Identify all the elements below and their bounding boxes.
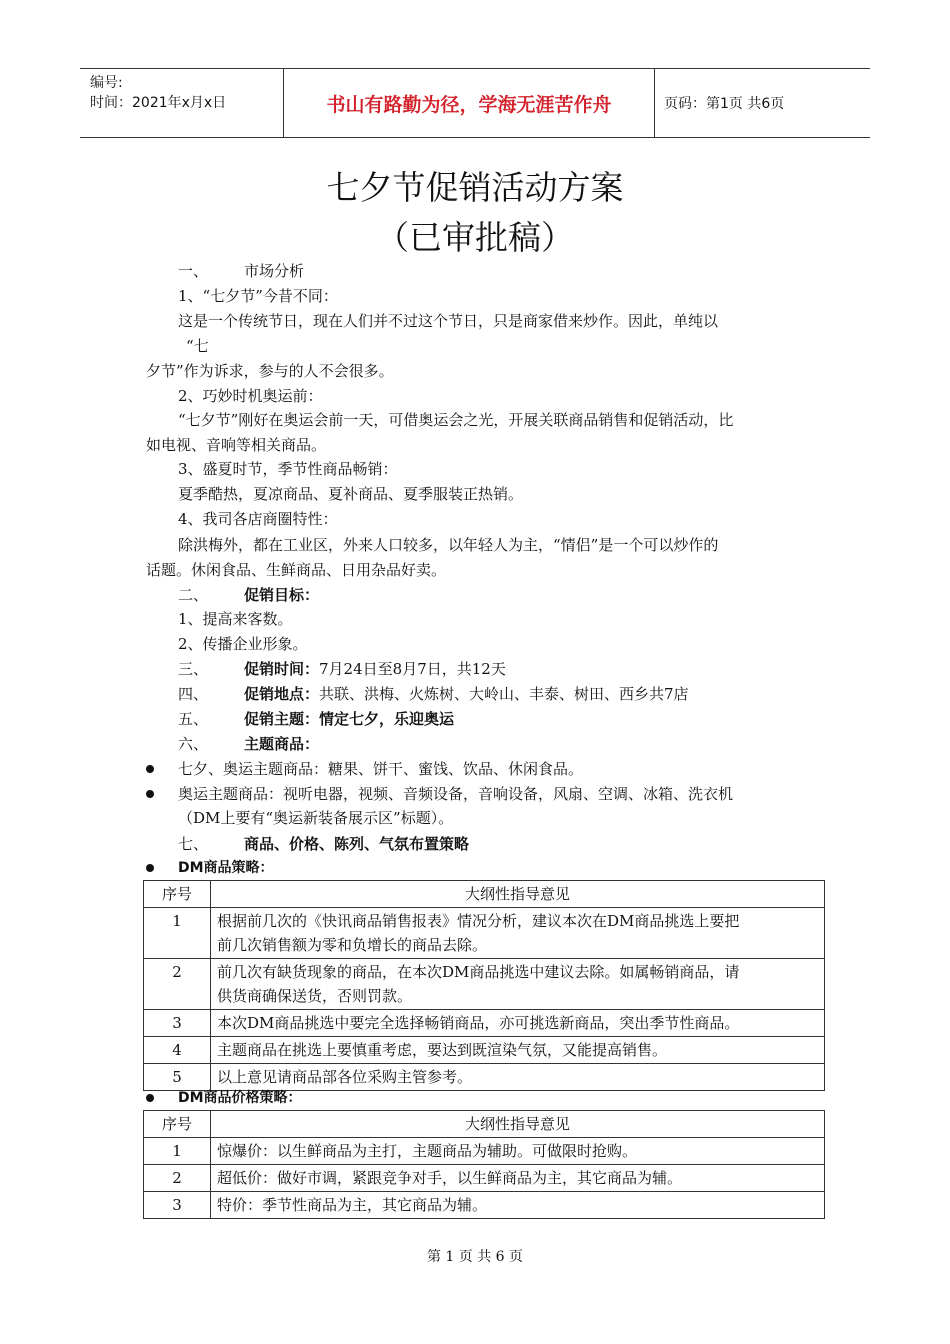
table-header-cell: 大纲性指导意见 xyxy=(211,881,825,908)
goal-item: 2、传播企业形象。 xyxy=(178,635,308,653)
page-header xyxy=(80,68,870,138)
document-title: 七夕节促销活动方案 xyxy=(326,168,624,207)
section-title: 促销目标： xyxy=(244,586,320,604)
bullet-icon xyxy=(146,790,154,798)
row-text: 惊爆价：以生鲜商品为主打，主题商品为辅助。可做限时抢购。 xyxy=(211,1138,825,1165)
section-title: 促销地点： xyxy=(244,685,320,703)
bullet-icon xyxy=(146,1094,154,1102)
row-text: 超低价：做好市调，紧跟竞争对手，以生鲜商品为主，其它商品为辅。 xyxy=(211,1165,825,1192)
table-header-cell: 大纲性指导意见 xyxy=(211,1111,825,1138)
row-text: 以上意见请商品部各位采购主管参考。 xyxy=(211,1064,825,1091)
section-title: 主题商品： xyxy=(244,735,320,753)
section-4-heading xyxy=(178,682,689,706)
row-number: 3 xyxy=(144,1192,211,1219)
section-1-heading xyxy=(178,259,304,283)
section-title: 促销主题：情定七夕，乐迎奥运 xyxy=(244,710,455,728)
section-6-heading xyxy=(178,732,319,756)
row-text xyxy=(211,908,825,959)
row-number: 4 xyxy=(144,1037,211,1064)
header-number: 编号: xyxy=(90,75,123,91)
section-number: 二、 xyxy=(178,586,209,604)
paragraph-heading: 4、我司各店商圈特性： xyxy=(178,510,338,528)
table-row xyxy=(144,959,825,1010)
section-number: 四、 xyxy=(178,685,209,703)
table-row xyxy=(144,908,825,959)
page-footer: 第 1 页 共 6 页 xyxy=(426,1249,524,1265)
section-number: 七、 xyxy=(178,835,209,853)
bullet-item: 奥运主题商品：视听电器，视频、音频设备，音响设备，风扇、空调、冰箱、洗衣机 xyxy=(178,785,734,803)
bullet-item: 七夕、奥运主题商品：糖果、饼干、蜜饯、饮品、休闲食品。 xyxy=(178,760,584,778)
bullet-icon xyxy=(146,864,154,872)
row-number: 3 xyxy=(144,1010,211,1037)
section-5-heading xyxy=(178,707,454,731)
paragraph-line: 话题。休闲食品、生鲜商品、日用杂品好卖。 xyxy=(146,561,447,579)
section-title: 商品、价格、陈列、气氛布置策略 xyxy=(244,835,470,853)
paragraph-line: “七夕节”刚好在奥运会前一天，可借奥运会之光，开展关联商品销售和促销活动，比 xyxy=(178,411,734,429)
section-title: 市场分析 xyxy=(244,262,305,280)
row-text-line: 供货商确保送货，否则罚款。 xyxy=(217,987,413,1005)
table-header-cell: 序号 xyxy=(144,881,211,908)
row-number: 5 xyxy=(144,1064,211,1091)
paragraph-heading: 3、盛夏时节，季节性商品畅销： xyxy=(178,460,398,478)
row-text: 主题商品在挑选上要慎重考虑，要达到既渲染气氛，又能提高销售。 xyxy=(211,1037,825,1064)
table-header-row xyxy=(144,881,825,908)
paragraph-line: 除洪梅外，都在工业区，外来人口较多，以年轻人为主，“情侣”是一个可以炒作的 xyxy=(178,536,719,554)
header-meta xyxy=(90,73,226,113)
bullet-icon xyxy=(146,765,154,773)
section-title: 促销时间： xyxy=(244,660,320,678)
document-subtitle: （已审批稿） xyxy=(376,218,574,257)
paragraph-line: 如电视、音响等相关商品。 xyxy=(146,436,327,454)
dm-strategy-table xyxy=(143,880,825,1091)
table-header-cell: 序号 xyxy=(144,1111,211,1138)
table-row xyxy=(144,1037,825,1064)
paragraph-heading: 2、巧妙时机奥运前： xyxy=(178,387,323,405)
section-text: 7月24日至8月7日，共12天 xyxy=(319,660,506,678)
section-number: 一、 xyxy=(178,262,209,280)
row-number: 2 xyxy=(144,959,211,1010)
paragraph-line: “七 xyxy=(186,337,209,355)
row-number: 2 xyxy=(144,1165,211,1192)
table-row xyxy=(144,1165,825,1192)
table-header-row xyxy=(144,1111,825,1138)
table-row xyxy=(144,1192,825,1219)
paragraph-heading: 1、“七夕节”今昔不同： xyxy=(178,287,338,305)
table-row xyxy=(144,1138,825,1165)
row-text-line: 前几次销售额为零和负增长的商品去除。 xyxy=(217,936,488,954)
paragraph-line: 夏季酷热，夏凉商品、夏补商品、夏季服装正热销。 xyxy=(178,485,524,503)
row-text xyxy=(211,959,825,1010)
row-text: 特价：季节性商品为主，其它商品为辅。 xyxy=(211,1192,825,1219)
dm-price-strategy-title: DM商品价格策略： xyxy=(178,1090,302,1106)
section-number: 五、 xyxy=(178,710,209,728)
header-time: 时间：2021年x月x日 xyxy=(90,95,227,111)
row-text-line: 前几次有缺货现象的商品，在本次DM商品挑选中建议去除。如属畅销商品，请 xyxy=(217,963,740,981)
dm-strategy-title: DM商品策略： xyxy=(178,860,274,876)
section-number: 三、 xyxy=(178,660,209,678)
row-number: 1 xyxy=(144,1138,211,1165)
section-7-heading xyxy=(178,832,469,856)
row-text-line: 根据前几次的《快讯商品销售报表》情况分析，建议本次在DM商品挑选上要把 xyxy=(217,912,740,930)
row-text: 本次DM商品挑选中要完全选择畅销商品，亦可挑选新商品，突出季节性商品。 xyxy=(211,1010,825,1037)
section-2-heading xyxy=(178,583,319,607)
table-row xyxy=(144,1010,825,1037)
section-number: 六、 xyxy=(178,735,209,753)
row-number: 1 xyxy=(144,908,211,959)
header-page-info: 页码：第1页 共6页 xyxy=(664,96,785,112)
bullet-item-continued: （DM上要有“奥运新装备展示区”标题）。 xyxy=(178,809,454,827)
goal-item: 1、提高来客数。 xyxy=(178,610,293,628)
header-motto: 书山有路勤为径，学海无涯苦作舟 xyxy=(283,69,655,137)
section-3-heading xyxy=(178,657,506,681)
dm-price-strategy-table xyxy=(143,1110,825,1219)
paragraph-line: 夕节”作为诉求，参与的人不会很多。 xyxy=(146,362,394,380)
section-text: 共联、洪梅、火炼树、大岭山、丰泰、树田、西乡共7店 xyxy=(319,685,689,703)
paragraph-line: 这是一个传统节日，现在人们并不过这个节日，只是商家借来炒作。因此，单纯以 xyxy=(178,312,719,330)
